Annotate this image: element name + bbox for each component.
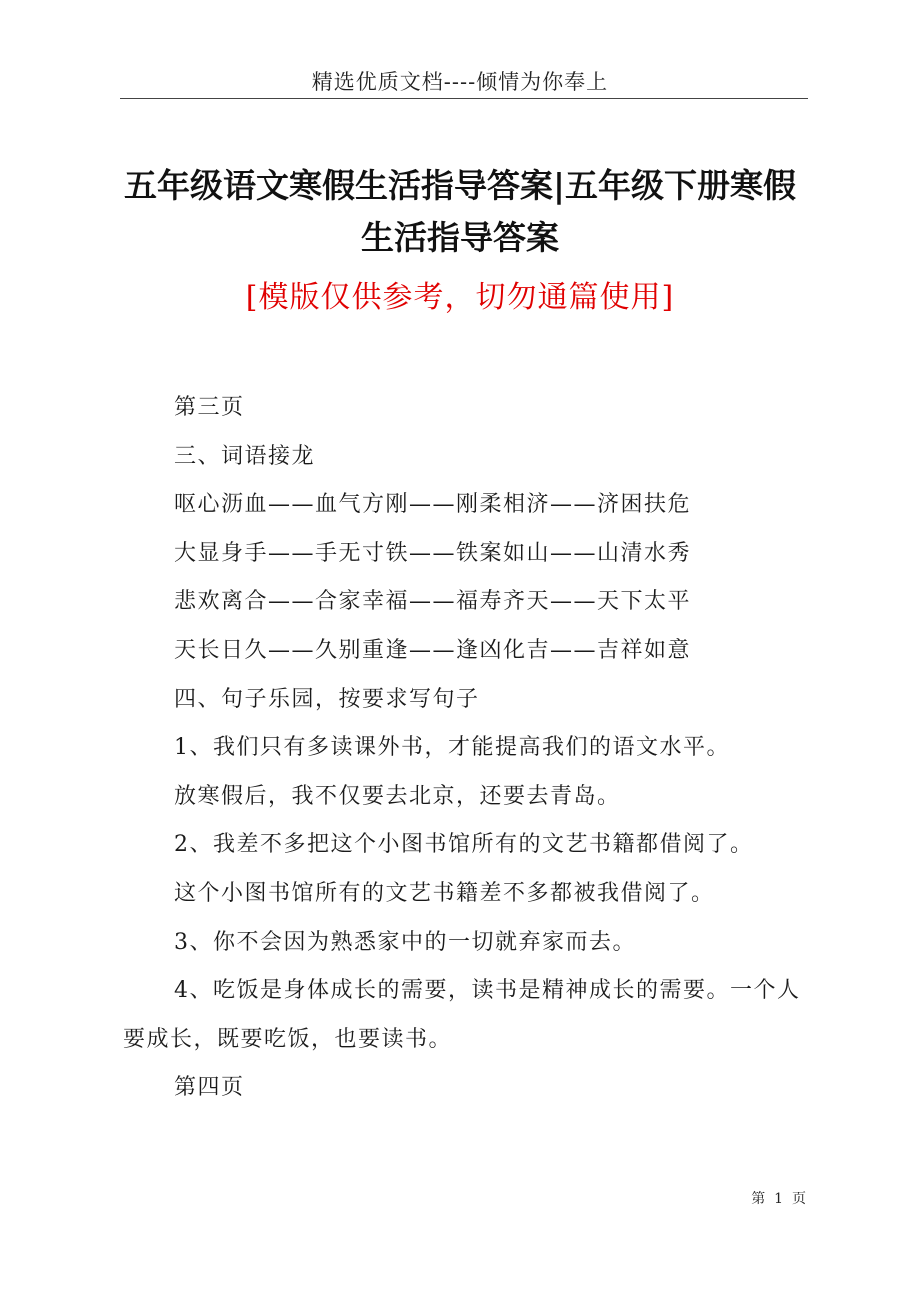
paragraph: 第三页 [174, 395, 245, 420]
document-body [123, 384, 813, 1113]
page-number: 第 1 页 [751, 1191, 806, 1207]
document-subtitle: [模版仅供参考，切勿通篇使用] [245, 280, 675, 315]
paragraph: 大显身手——手无寸铁——铁案如山——山清水秀 [174, 540, 692, 566]
paragraph: 这个小图书馆所有的文艺书籍差不多都被我借阅了。 [174, 880, 715, 906]
header-divider [120, 98, 808, 99]
paragraph: 呕心沥血——血气方刚——刚柔相济——济困扶危 [174, 492, 692, 518]
paragraph: 1、我们只有多读课外书，才能提高我们的语文水平。 [174, 735, 730, 761]
paragraph: 3、你不会因为熟悉家中的一切就弃家而去。 [174, 929, 636, 955]
paragraph: 三、词语接龙 [174, 443, 316, 469]
paragraph: 第四页 [174, 1075, 245, 1101]
paragraph: 放寒假后，我不仅要去北京，还要去青岛。 [174, 783, 621, 809]
paragraph: 四、句子乐园，按要求写句子 [174, 686, 480, 712]
paragraph: 4、吃饭是身体成长的需要，读书是精神成长的需要。一个人要成长，既要吃饭，也要读书。 [123, 978, 801, 1052]
page-header-text: 精选优质文档----倾情为你奉上 [311, 70, 609, 94]
paragraph: 天长日久——久别重逢——逢凶化吉——吉祥如意 [174, 637, 692, 663]
paragraph: 悲欢离合——合家幸福——福寿齐天——天下太平 [174, 589, 692, 615]
paragraph: 2、我差不多把这个小图书馆所有的文艺书籍都借阅了。 [174, 832, 754, 858]
document-title: 五年级语文寒假生活指导答案|五年级下册寒假生活指导答案 [123, 166, 796, 257]
